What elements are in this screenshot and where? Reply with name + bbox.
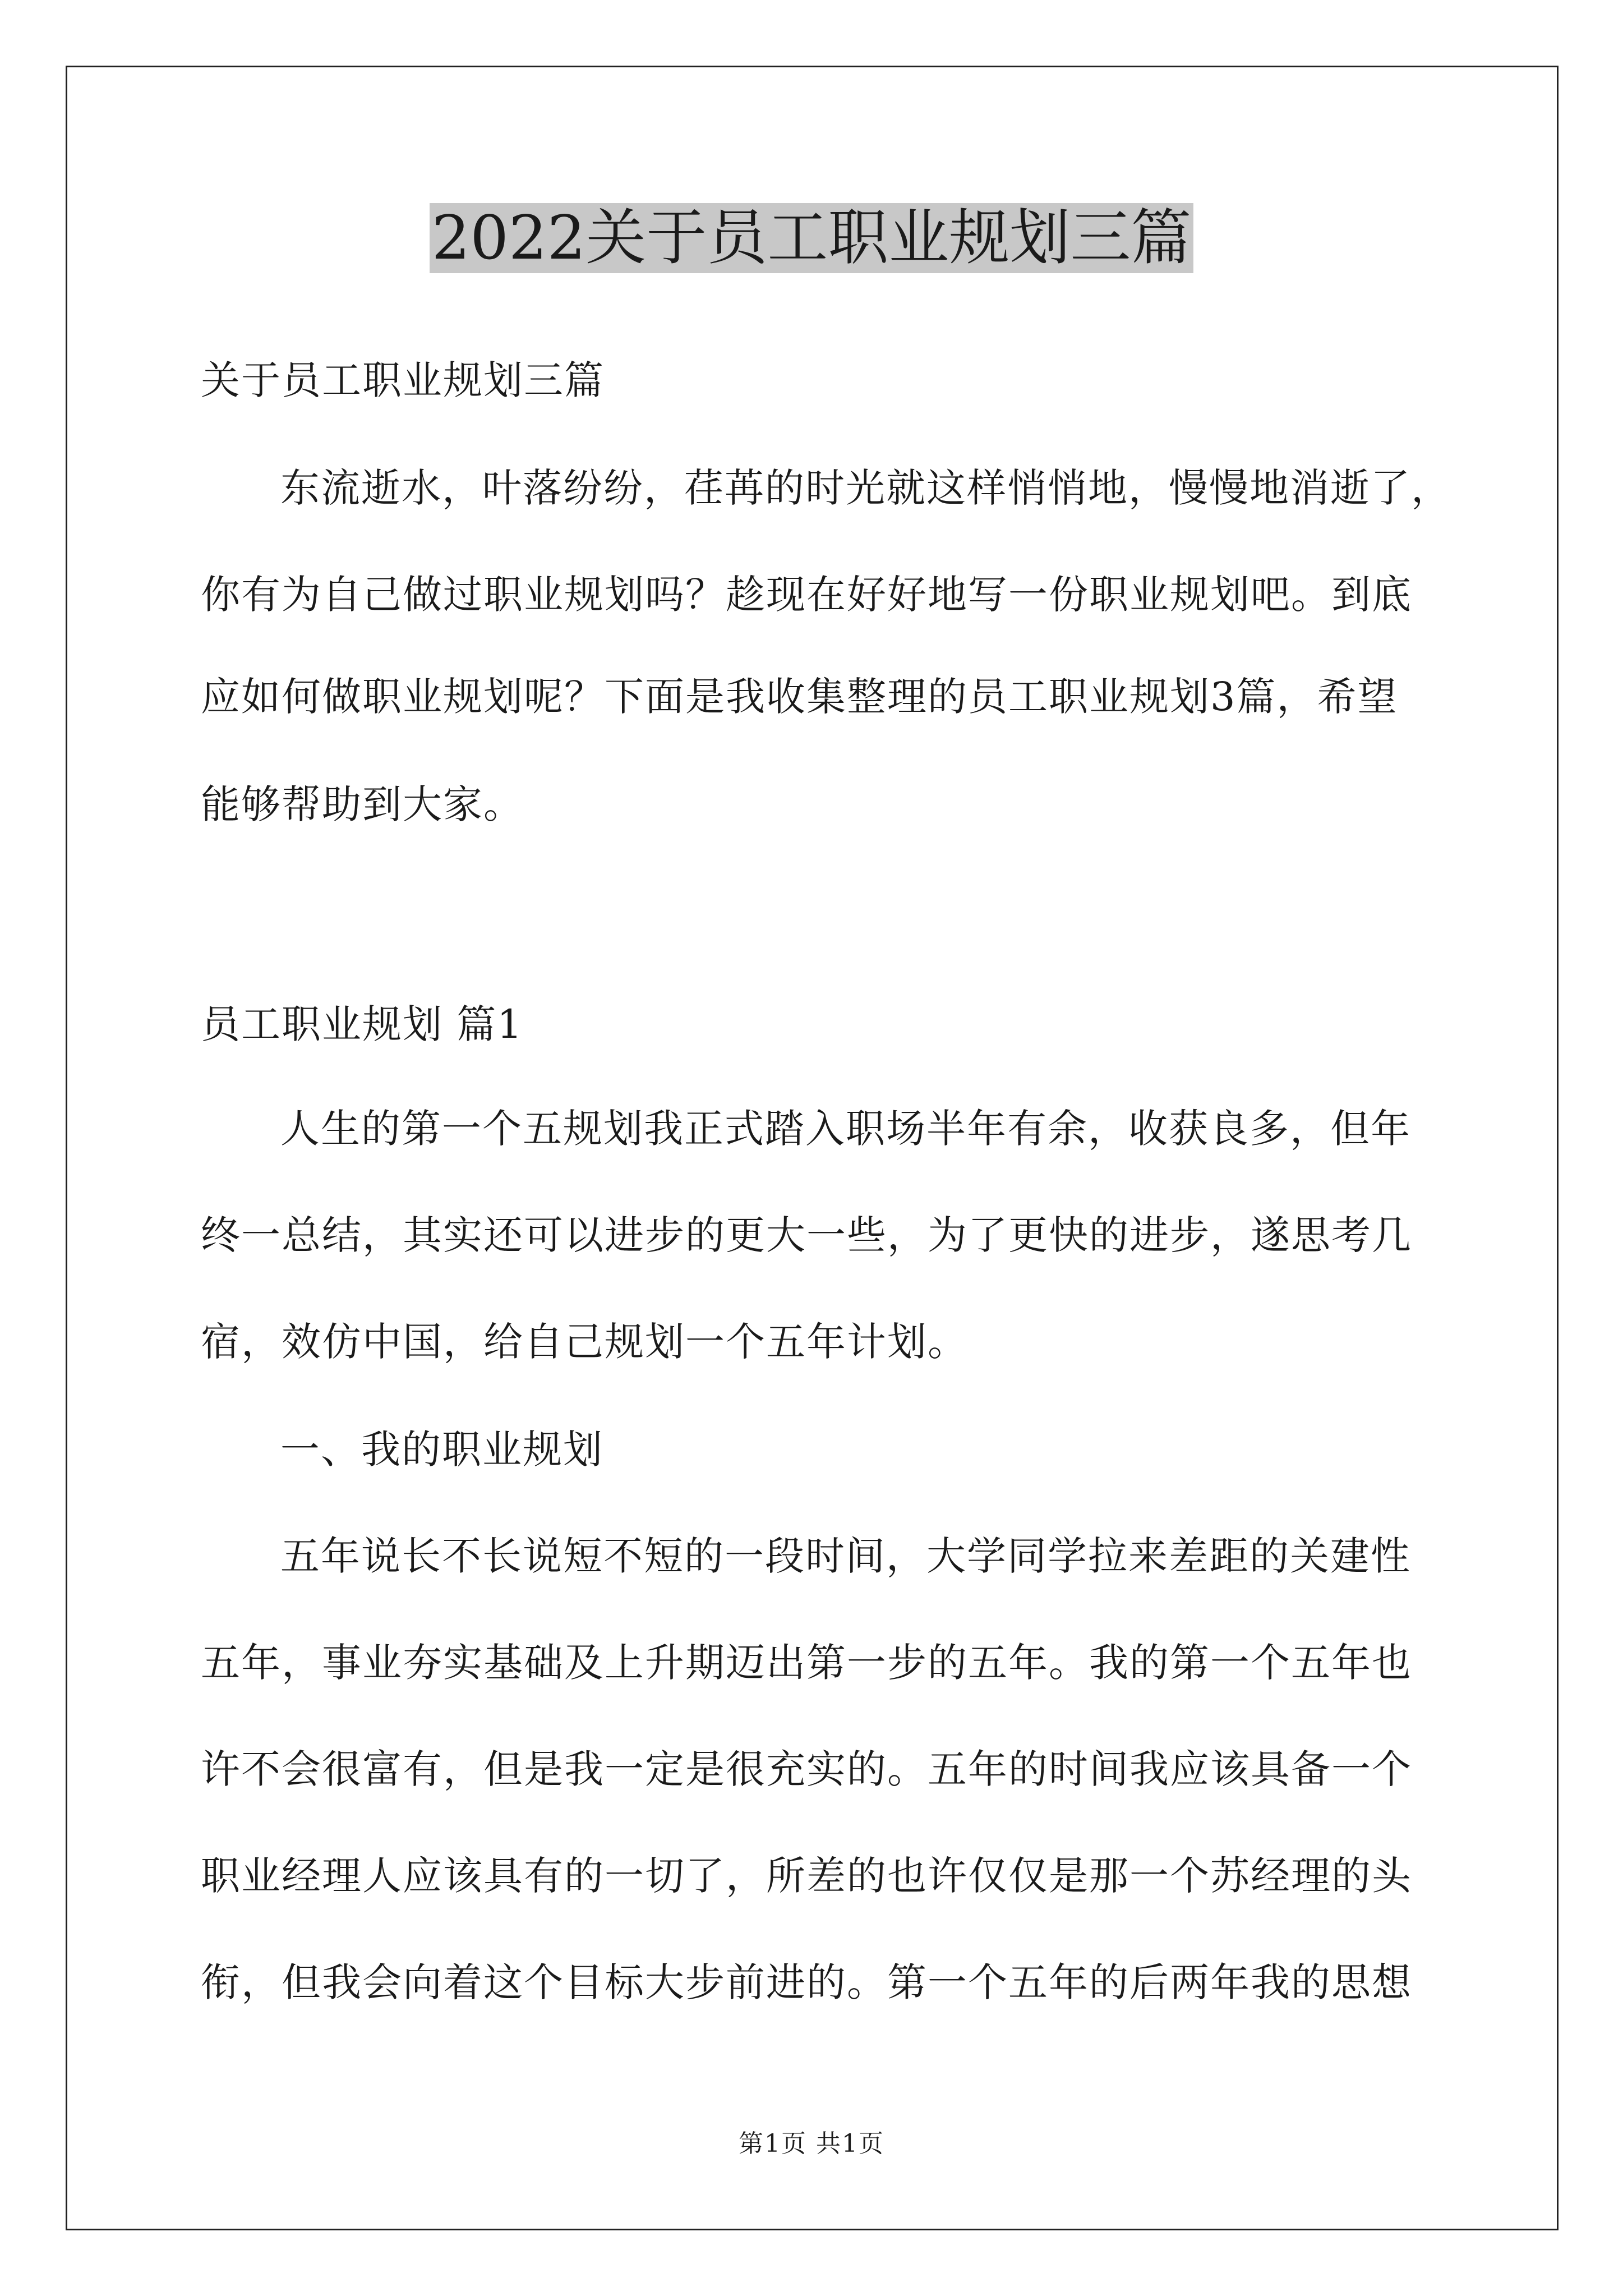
intro-line: 能够帮助到大家。 xyxy=(201,781,524,827)
intro-line: 东流逝水，叶落纷纷，荏苒的时光就这样悄悄地，慢慢地消逝了， xyxy=(280,465,1451,511)
paragraph-line: 许不会很富有，但是我一定是很充实的。五年的时间我应该具备一个 xyxy=(201,1746,1412,1792)
page-footer: 第1页 共1页 xyxy=(739,2129,884,2158)
paragraph-line: 衔，但我会向着这个目标大步前进的。第一个五年的后两年我的思想 xyxy=(201,1959,1412,2005)
intro-line: 应如何做职业规划呢？下面是我收集整理的员工职业规划3篇，希望 xyxy=(201,674,1398,720)
paragraph-line: 宿，效仿中国，给自己规划一个五年计划。 xyxy=(201,1319,968,1365)
subheading: 一、我的职业规划 xyxy=(280,1427,603,1473)
paragraph-line: 五年，事业夯实基础及上升期迈出第一步的五年。我的第一个五年也 xyxy=(201,1640,1412,1686)
paragraph-line: 人生的第一个五规划我正式踏入职场半年有余，收获良多，但年 xyxy=(280,1106,1411,1152)
section-heading: 员工职业规划 篇1 xyxy=(201,1001,523,1047)
document-subtitle: 关于员工职业规划三篇 xyxy=(201,357,605,403)
paragraph-line: 终一总结，其实还可以进步的更大一些，为了更快的进步，遂思考几 xyxy=(201,1212,1412,1258)
intro-line: 你有为自己做过职业规划吗？趁现在好好地写一份职业规划吧。到底 xyxy=(201,572,1412,618)
document-title-text: 2022关于员工职业规划三篇 xyxy=(430,203,1194,273)
paragraph-line: 职业经理人应该具有的一切了，所差的也许仅仅是那一个苏经理的头 xyxy=(201,1853,1412,1899)
paragraph-line: 五年说长不长说短不短的一段时间，大学同学拉来差距的关建性 xyxy=(280,1533,1411,1579)
document-title xyxy=(0,196,1623,280)
